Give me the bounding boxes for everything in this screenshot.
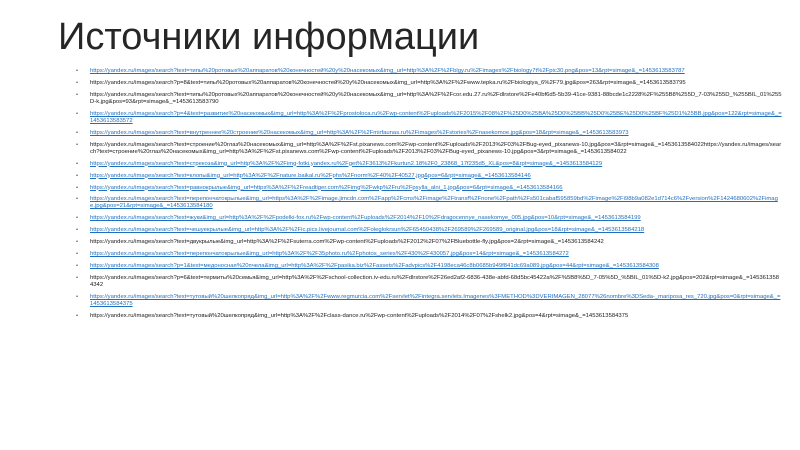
reference-item (76, 91, 782, 106)
reference-item[interactable] (76, 110, 782, 125)
reference-link[interactable]: https://yandex.ru/images/search?p=1&text=медоносная%20пчела&img_url=http%3A%2F%2Fpasika.biz%2Fassets%2Fadvpics%2F4198eca46c8b0685b949f841dc69a089.jpg&pos=44&rpt=simage&_=1453613584308 (90, 263, 659, 270)
reference-link[interactable]: https://yandex.ru/images/search?p=4&text=развитие%20насекомых&img_url=http%3A%2F%2Fprostoloca.ru%2Fwp-content%2Fuploads%2F2015%2F08%2F%25D0%25BA%25D0%25BB%25D0%25BE%25D0%25BF%25D1%25BB.jpg&pos=122&rpt=simage&_=1453613583572 (90, 110, 782, 124)
slide-title: Источники информации (58, 16, 480, 58)
bullet-icon: • (76, 251, 79, 258)
reference-link[interactable]: https://yandex.ru/images/search?text=перепончатокрылые&img_url=https%3A%2F%2Fimage.jimcdn.com%2Fapp%2Fcms%2Fimage%2Ftransf%2Fnone%2Fpath%2Fs501cabaf595859bd%2Fimage%2Fi98b9a082e1d714c6%2Fversion%2F1424680602%2Fimage.jpg&pos=21&rpt=simage&_=1453613584180 (90, 196, 778, 210)
reference-item[interactable] (76, 129, 782, 137)
reference-text: https://yandex.ru/images/search?text=строение%20глаз%20насекомых&img_url=http%3A%2F%2Fst.pixanews.com%2Fwp-content%2Fuploads%2F2013%2F03%2FBug-eyed_pixanews-10.jpg&pos=3&rpt=simage&_=1453613584022https://yandex.ru/images/search?text=строение%20глаз%20насекомых&img_url=http%3A%2F%2Fst.pixanews.com%2Fwp-content%2Fuploads%2F2013%2F03%2FBug-eyed_pixanews-10.jpg&pos=3&rpt=simage&_=1453613584022 (90, 141, 782, 155)
reference-link[interactable]: https://yandex.ru/images/search?text=типы%20ротовых%20аппаратов%20конечностей%20у%20насекомых&img_url=http%3A%2F%2Fblgy.ru%2Fimages%2Fbiology7t%2Fpic30.png&pos=13&rpt=simage&_=1453613583787 (90, 68, 685, 74)
reference-text: https://yandex.ru/images/search?p=6&text=термиты%20семья&img_url=http%3A%2F%2Fschool-collection.iv-edu.ru%2Fdlrstore%2F26ed2af2-6836-438e-abfd-68d5bc45422a%2F%5B8%5D_7-05%5D_%5BIL_01%5D-k2.jpg&pos=202&rpt=simage&_=1453613584342 (90, 275, 780, 289)
reference-item (76, 141, 782, 156)
reference-item[interactable] (76, 196, 782, 210)
reference-item[interactable] (76, 227, 782, 234)
reference-item[interactable] (76, 184, 782, 192)
reference-link[interactable]: https://yandex.ru/images/search?text=перепончатокрылые&img_url=http%3A%2F%2F35photo.ru%2Fphotos_series%2F430%2F430057.jpg&pos=14&rpt=simage&_=1453613584272 (90, 251, 569, 258)
reference-link[interactable]: https://yandex.ru/images/search?text=тутовый%20шелкопряд&img_url=http%3A%2F%2Fwww.regmurcia.com%2Fservlet%2Fintegra.servlets.Imagenes%3FMETHOD%3DVERIMAGEN_28077%26nombre%3DSeda-_mariposa_res_720.jpg&pos=0&rpt=simage&_=1453613584375 (90, 294, 781, 307)
reference-item (76, 275, 782, 289)
reference-item[interactable] (76, 263, 782, 270)
reference-list (70, 68, 782, 325)
bullet-icon: • (76, 227, 79, 234)
reference-text: https://yandex.ru/images/search?text=тутовый%20шелкопряд&img_url=http%3A%2F%2Fclass-dance.ru%2Fwp-content%2Fuploads%2F2014%2F07%2Fshelk2.jpg&pos=4&rpt=simage&_=1453613584375 (90, 312, 629, 319)
bullet-icon: • (76, 79, 79, 86)
bullet-icon: • (76, 184, 79, 191)
bullet-icon: • (76, 129, 79, 136)
reference-item (76, 312, 782, 320)
reference-item (76, 239, 782, 246)
bullet-icon: • (76, 110, 79, 117)
reference-link[interactable]: https://yandex.ru/images/search?text=равнокрылые&img_url=https%3A%2F%2Freadtiger.com%2Fimg%2Fwkp%2Fru%2Fpsylla_alni_1.jpg&pos=6&rpt=simage&_=1453613584166 (90, 184, 563, 191)
bullet-icon: • (76, 172, 79, 179)
reference-link[interactable]: https://yandex.ru/images/search?text=чешуекрылые&img_url=http%3A%2F%2Fic.pics.livejournal.com%2Foleglokrsun%2F65450438%2F269589%2F269589_original.jpg&pos=18&rpt=simage&_=1453613584218 (90, 227, 645, 234)
reference-link[interactable]: https://yandex.ru/images/search?text=жуки&img_url=http%3A%2F%2Fpodelki-fox.ru%2Fwp-content%2Fuploads%2F2014%2F10%2Fdragocennye_nasekomye_005.jpg&pos=10&rpt=simage&_=1453613584199 (90, 215, 641, 222)
bullet-icon: • (76, 141, 79, 148)
reference-item[interactable] (76, 68, 782, 75)
reference-link[interactable]: https://yandex.ru/images/search?text=внутреннее%20строение%20насекомых&img_url=http%3A%2F%2Fmirfaunas.ru%2Fimages%2Fstories%2Fnasekomoe.jpg&pos=18&rpt=simage&_=1453613583973 (90, 129, 629, 136)
bullet-icon: • (76, 68, 79, 74)
reference-link[interactable]: https://yandex.ru/images/search?text=стрекоза&img_url=http%3A%2F%2Fimg-fotki.yandex.ru%2Fget%2F3613%2Fkurtun2.18%2F0_23868_17f235d5_XL&pos=8&rpt=simage&_=1453613584129 (90, 160, 603, 167)
bullet-icon: • (76, 239, 79, 246)
reference-item[interactable] (76, 172, 782, 180)
bullet-icon: • (76, 275, 79, 282)
bullet-icon: • (76, 312, 79, 319)
bullet-icon: • (76, 91, 79, 98)
reference-item[interactable] (76, 215, 782, 222)
bullet-icon: • (76, 160, 79, 167)
reference-text: https://yandex.ru/images/search?text=двукрылые&img_url=http%3A%2F%2Fsuterra.com%2Fwp-content%2Fuploads%2F2012%2F07%2FBluebottle-fly.jpg&pos=2&rpt=simage&_=1453613584242 (90, 239, 604, 246)
bullet-icon: • (76, 196, 79, 203)
bullet-icon: • (76, 215, 79, 222)
reference-item[interactable] (76, 251, 782, 258)
bullet-icon: • (76, 263, 79, 270)
reference-item[interactable] (76, 294, 782, 308)
reference-item (76, 79, 782, 87)
reference-link[interactable]: https://yandex.ru/images/search?text=клопы&img_url=http%3A%2F%2Fnature.baikal.ru%2Fphs%2Fnorm%2F40%2F40527.jpg&pos=6&rpt=simage&_=1453613584146 (90, 172, 531, 179)
reference-text: https://yandex.ru/images/search?p=8&text=типы%20ротовых%20аппаратов%20конечностей%20у%20насекомых&img_url=http%3A%2F%2Fwww.tepka.ru%2Fbiologiya_6%2F79.jpg&pos=263&rpt=simage&_=1453613583795 (90, 79, 686, 86)
reference-item[interactable] (76, 160, 782, 168)
reference-text: https://yandex.ru/images/search?text=типы%20ротовых%20аппаратов%20конечностей%20у%20насекомых&img_url=http%3A%2F%2Fcor.edu.27.ru%2Fdlrstore%2Fe40bf6d5-5b39-41ce-9381-88bcde1c2228%2F%255B8%255D_7-03%255D_%255BIL_01%255D-k.jpg&pos=93&rpt=simage&_=1453613583790 (90, 91, 782, 105)
bullet-icon: • (76, 294, 79, 300)
